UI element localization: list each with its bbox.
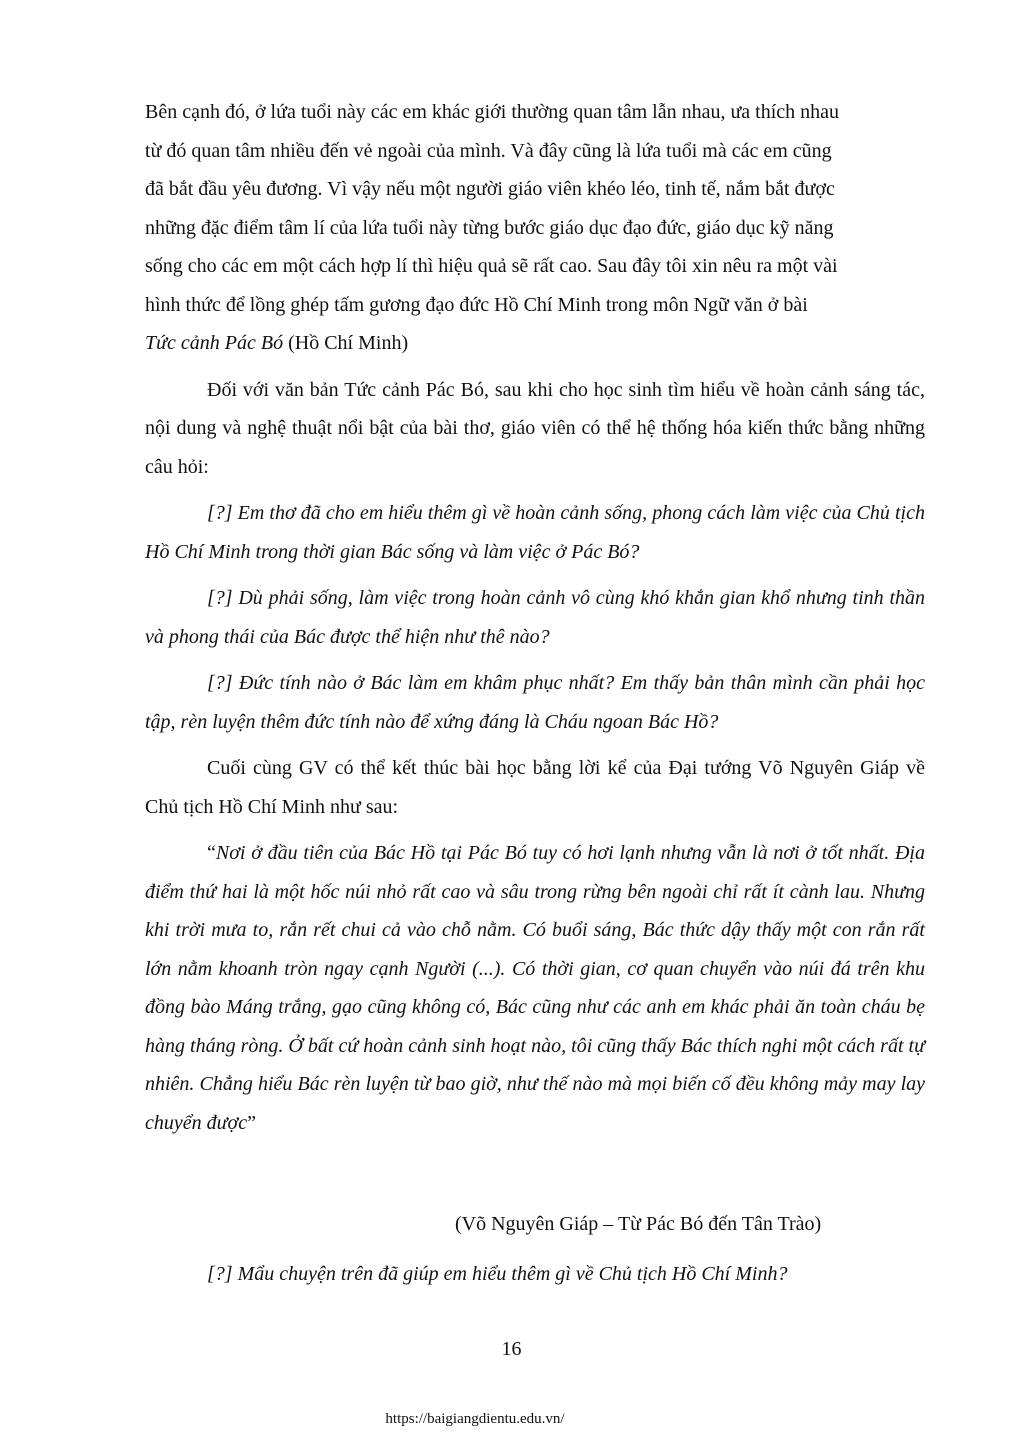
line: sống cho các em một cách hợp lí thì hiệu quả sẽ rất cao. Sau đây tôi xin nêu ra một vài (145, 255, 838, 277)
question-3: [?] Đức tính nào ở Bác làm em khâm phục nhất? Em thấy bản thân mình cần phải học tập, rèn luyện thêm đức tính nào để xứng đáng là Cháu ngoan Bác Hồ? (145, 672, 925, 733)
paragraph-context: Đối với văn bản Tức cảnh Pác Bó, sau khi cho học sinh tìm hiểu về hoàn cảnh sáng tác, nội dung và nghệ thuật nổi bật của bài thơ, giáo viên có thể hệ thống hóa kiến thức bằng những câu hỏi: (145, 378, 925, 478)
body-text (145, 93, 925, 1142)
page-number: 16 (501, 1338, 522, 1360)
footer-link[interactable]: https://baigiangdientu.edu.vn/ (385, 1411, 565, 1427)
question-1: [?] Em thơ đã cho em hiểu thêm gì về hoàn cảnh sống, phong cách làm việc của Chủ tịch Hồ Chí Minh trong thời gian Bác sống và làm việc ở Pác Bó? (145, 502, 925, 563)
work-author: (Hồ Chí Minh) (283, 332, 409, 354)
line: hình thức để lồng ghép tấm gương đạo đức Hồ Chí Minh trong môn Ngữ văn ở bài (145, 293, 808, 316)
line: từ đó quan tâm nhiều đến vẻ ngoài của mình. Và đây cũng là lứa tuổi mà các em cũng (145, 139, 832, 162)
paragraph-conclusion: Cuối cùng GV có thể kết thúc bài học bằng lời kể của Đại tướng Võ Nguyên Giáp về Chủ tịch Hồ Chí Minh như sau: (145, 757, 925, 818)
question-4: [?] Mẩu chuyện trên đã giúp em hiểu thêm gì về Chủ tịch Hồ Chí Minh? (207, 1263, 788, 1285)
paragraph-intro (145, 93, 925, 363)
work-title: Tức cảnh Pác Bó (145, 332, 284, 354)
question-2: [?] Dù phải sống, làm việc trong hoàn cảnh vô cùng khó khắn gian khổ nhưng tinh thần và phong thái của Bác được thể hiện như thê nào? (145, 587, 925, 648)
line: những đặc điểm tâm lí của lứa tuổi này từng bước giáo dục đạo đức, giáo dục kỹ năng (145, 216, 834, 239)
quote-attribution: (Võ Nguyên Giáp – Từ Pác Bó đến Tân Trào) (455, 1213, 822, 1235)
quote-open-mark: “ (207, 842, 216, 864)
line: Bên cạnh đó, ở lứa tuổi này các em khác giới thường quan tâm lẫn nhau, ưa thích nhau (145, 101, 840, 123)
quote-block (145, 834, 925, 1142)
quote-text: Nơi ở đầu tiên của Bác Hồ tại Pác Bó tuy có hơi lạnh nhưng vẫn là nơi ở tốt nhất. Địa điểm thứ hai là một hốc núi nhỏ rất cao và sâu trong rừng bên ngoài chỉ rất ít cành lau. Nhưng khi trời mưa to, rắn rết chui cả vào chỗ nằm. Có buổi sáng, Bác thức dậy thấy một con rắn rất lớn nằm khoanh tròn ngay cạnh Người (...). Có thời gian, cơ quan chuyển vào núi đá trên khu đồng bào Máng trắng, gạo cũng không có, Bác cũng như các anh em khác phải ăn toàn cháu bẹ hàng tháng ròng. Ở bất cứ hoàn cảnh sinh hoạt nào, tôi cũng thấy Bác thích nghi một cách rất tự nhiên. Chẳng hiểu Bác rèn luyện từ bao giờ, như thế nào mà mọi biến cố đều không mảy may lay chuyển được (145, 842, 925, 1134)
line: đã bắt đầu yêu đương. Vì vậy nếu một người giáo viên khéo léo, tinh tế, nắm bắt được (145, 178, 835, 200)
quote-close-mark: ” (247, 1111, 256, 1134)
